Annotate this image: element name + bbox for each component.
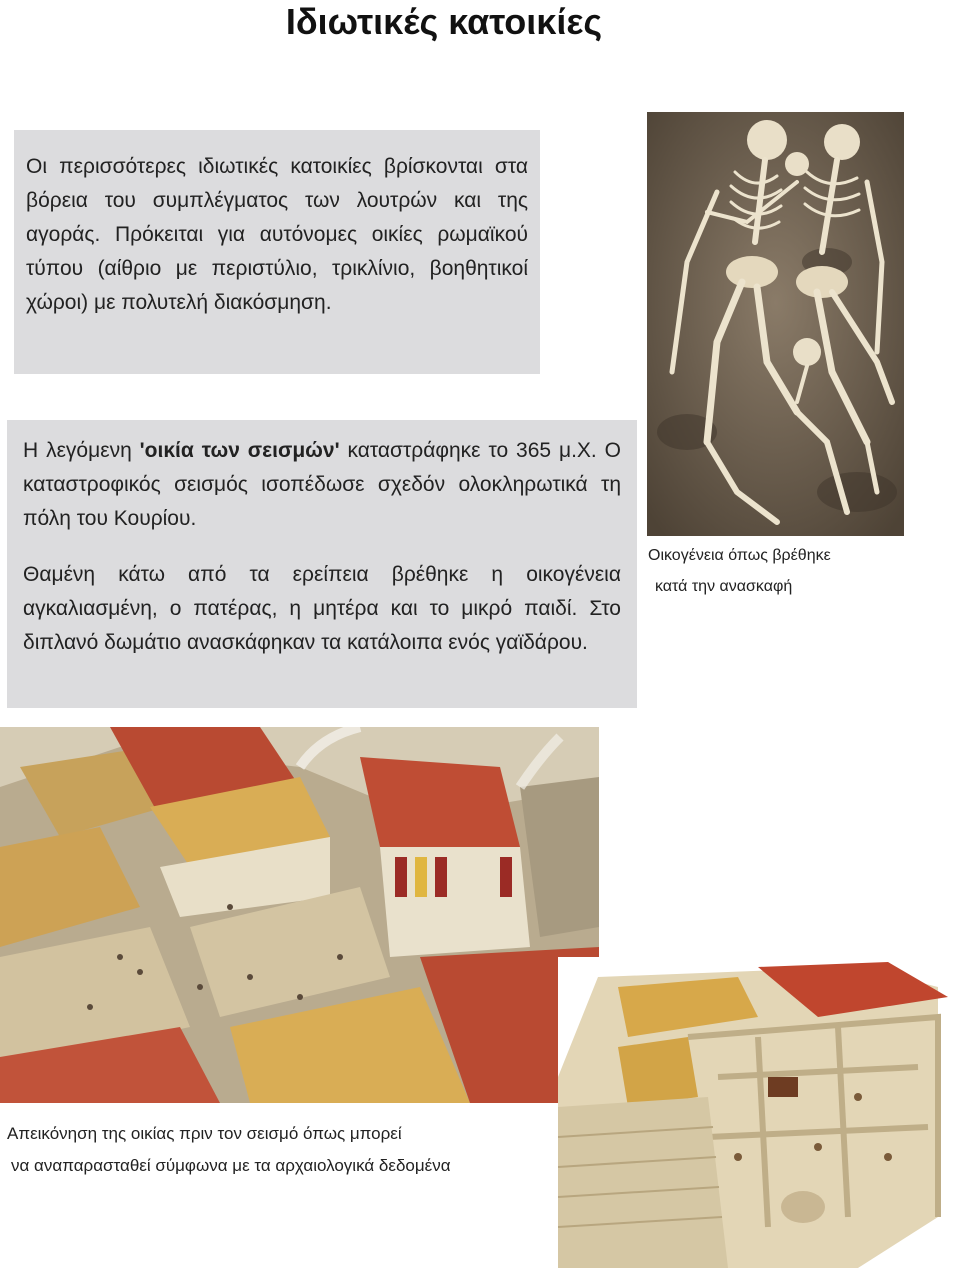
skeleton-photo xyxy=(647,112,904,536)
family-paragraph: Θαμένη κάτω από τα ερείπεια βρέθηκε η οικογένεια αγκαλιασμένη, ο πατέρας, η μητέρα και το μικρό παιδί. Στο διπλανό δωμάτιο ανασκάφηκαν τα κατάλοιπα ενός γαϊδάρου. xyxy=(23,563,621,654)
earthquake-text-before: Η λεγόμενη xyxy=(23,439,140,462)
town-reconstruction-image xyxy=(0,727,599,1103)
intro-text-box xyxy=(14,130,540,374)
page-title: Ιδιωτικές κατοικίες xyxy=(285,1,603,42)
skeleton-caption-line2: κατά την ανασκαφή xyxy=(655,578,793,595)
house-cutaway-image xyxy=(558,957,960,1268)
earthquake-text-box xyxy=(7,420,637,708)
earthquake-paragraph xyxy=(23,434,621,536)
skeleton-caption-line1: Οικογένεια όπως βρέθηκε xyxy=(648,547,831,564)
house-name-bold: 'οικία των σεισμών' xyxy=(139,439,340,462)
reconstruction-caption-line2: να αναπαρασταθεί σύμφωνα με τα αρχαιολογικά δεδομένα xyxy=(11,1156,451,1175)
reconstruction-caption-line1: Απεικόνηση της οικίας πριν τον σεισμό όπως μπορεί xyxy=(7,1124,402,1143)
intro-paragraph: Οι περισσότερες ιδιωτικές κατοικίες βρίσκονται στα βόρεια του συμπλέγματος των λουτρών και της αγοράς. Πρόκειται για αυτόνομες οικίες ρωμαϊκού τύπου (αίθριο με περιστύλιο, τρικλίνιο, βοηθητικοί χώροι) με πολυτελή διακόσμηση. xyxy=(26,155,528,314)
earthquake-text-after: καταστράφηκε το 365 μ.Χ. Ο καταστροφικός σεισμός ισοπέδωσε σχεδόν ολοκληρωτικά τη πόλη του Κουρίου. xyxy=(23,439,621,530)
